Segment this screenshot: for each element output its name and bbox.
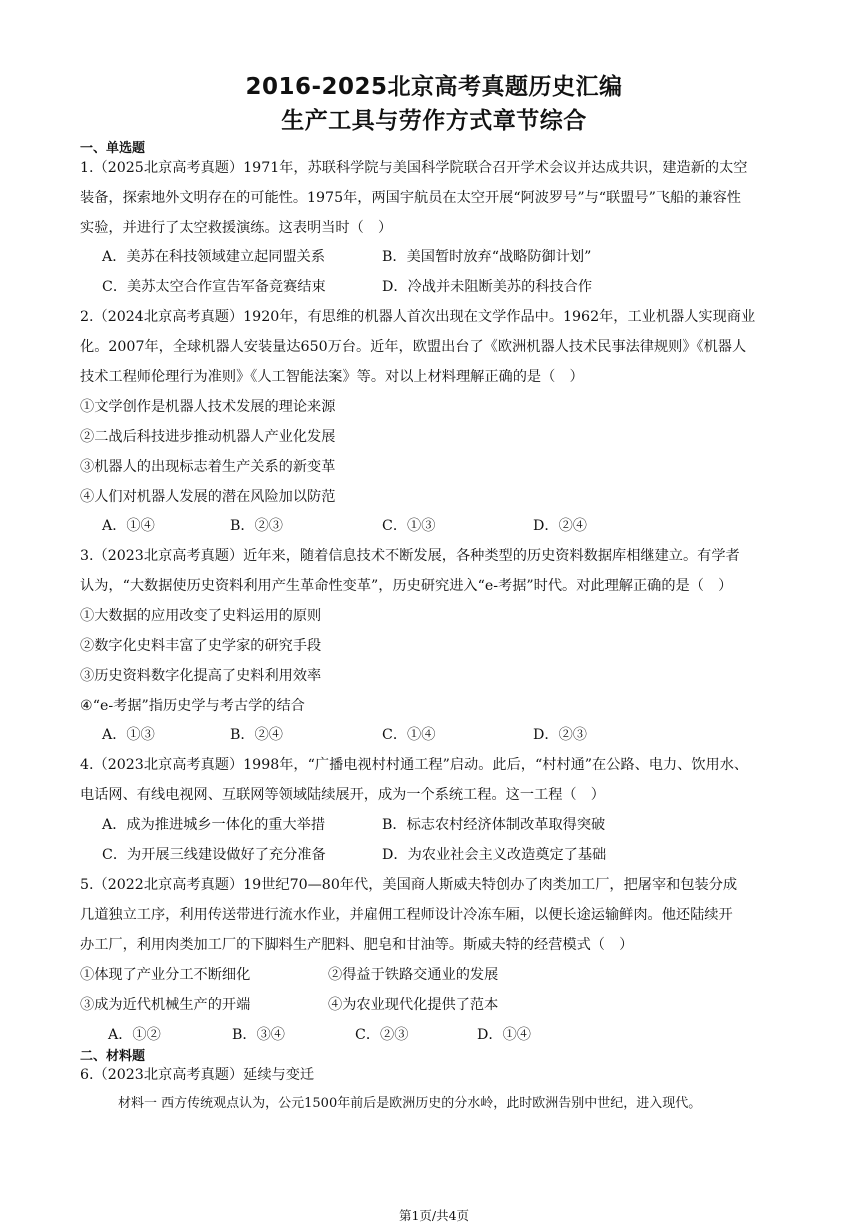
question-3-statement: ①大数据的应用改变了史料运用的原则 — [80, 608, 322, 624]
question-1-line: 1.（2025北京高考真题）1971年，苏联科学院与美国科学院联合召开学术会议并达成共识，建造新的太空 — [80, 160, 748, 176]
question-6-material-1: 材料一 西方传统观点认为，公元1500年前后是欧洲历史的分水岭，此时欧洲告别中世纪，进入现代。 — [118, 1096, 702, 1111]
question-5-option-c: C．②③ — [355, 1027, 409, 1043]
question-5-option-a: A．①② — [108, 1027, 161, 1043]
question-4-line: 4.（2023北京高考真题）1998年，“广播电视村村通工程”启动。此后，“村村通”在公路、电力、饮用水、 — [80, 757, 749, 773]
question-2-option-a: A．①④ — [102, 518, 155, 534]
section-heading-material: 二、材料题 — [80, 1049, 146, 1064]
question-3-option-a: A．①③ — [102, 727, 155, 743]
question-3-option-c: C．①④ — [382, 727, 436, 743]
question-5-option-d: D．①④ — [477, 1027, 531, 1043]
question-2-statement: ②二战后科技进步推动机器人产业化发展 — [80, 429, 336, 445]
question-5-statement: ④为农业现代化提供了范本 — [328, 997, 499, 1013]
question-3-line: 3.（2023北京高考真题）近年来，随着信息技术不断发展，各种类型的历史资料数据库相继建立。有学者 — [80, 548, 740, 564]
question-5-statement: ②得益于铁路交通业的发展 — [328, 967, 499, 983]
question-2-statement: ③机器人的出现标志着生产关系的新变革 — [80, 459, 336, 475]
question-5-line: 几道独立工序，利用传送带进行流水作业，并雇佣工程师设计冷冻车厢，以便长途运输鲜肉。他还陆续开 — [80, 907, 733, 923]
question-2-line: 化。2007年，全球机器人安装量达650万台。近年，欧盟出台了《欧洲机器人技术民事法律规则》《机器人 — [80, 339, 747, 355]
section-heading-single-choice: 一、单选题 — [80, 141, 146, 156]
question-1-option-b: B．美国暂时放弃“战略防御计划” — [382, 249, 592, 265]
question-3-statement: ③历史资料数字化提高了史料利用效率 — [80, 668, 322, 684]
question-5-option-b: B．③④ — [232, 1027, 285, 1043]
question-1-line: 装备，探索地外文明存在的可能性。1975年，两国宇航员在太空开展“阿波罗号”与“联盟号”飞船的兼容性 — [80, 190, 741, 206]
question-3-statement: ④“e-考据”指历史学与考古学的结合 — [80, 698, 305, 714]
question-5-line: 办工厂，利用肉类加工厂的下脚料生产肥料、肥皂和甘油等。斯威夫特的经营模式（ ） — [80, 937, 634, 953]
page-subtitle: 生产工具与劳作方式章节综合 — [281, 108, 587, 134]
question-2-option-c: C．①③ — [382, 518, 436, 534]
question-4-option-a: A．成为推进城乡一体化的重大举措 — [102, 817, 326, 833]
question-2-statement: ①文学创作是机器人技术发展的理论来源 — [80, 399, 336, 415]
question-1-line: 实验，并进行了太空救援演练。这表明当时（ ） — [80, 220, 393, 236]
question-3-option-b: B．②④ — [230, 727, 283, 743]
question-2-line: 2.（2024北京高考真题）1920年，有思维的机器人首次出现在文学作品中。1962年，工业机器人实现商业 — [80, 309, 756, 325]
question-2-option-d: D．②④ — [533, 518, 587, 534]
question-3-option-d: D．②③ — [533, 727, 587, 743]
question-6-line: 6.（2023北京高考真题）延续与变迁 — [80, 1067, 315, 1083]
question-2-statement: ④人们对机器人发展的潜在风险加以防范 — [80, 489, 336, 505]
page-number: 第1页/共4页 — [398, 1208, 470, 1223]
question-1-option-c: C．美苏太空合作宣告军备竞赛结束 — [102, 279, 326, 295]
question-1-option-d: D．冷战并未阻断美苏的科技合作 — [382, 279, 593, 295]
question-5-statement: ①体现了产业分工不断细化 — [80, 967, 251, 983]
question-5-line: 5.（2022北京高考真题）19世纪70—80年代，美国商人斯威夫特创办了肉类加工厂，把屠宰和包装分成 — [80, 877, 738, 893]
question-3-statement: ②数字化史料丰富了史学家的研究手段 — [80, 638, 322, 654]
page-title: 2016-2025北京高考真题历史汇编 — [245, 74, 623, 100]
question-4-option-c: C．为开展三线建设做好了充分准备 — [102, 847, 326, 863]
question-3-line: 认为，“大数据使历史资料利用产生革命性变革”，历史研究进入“e-考据”时代。对此理解正确的是（ ） — [80, 578, 733, 594]
question-5-statement: ③成为近代机械生产的开端 — [80, 997, 251, 1013]
question-4-line: 电话网、有线电视网、互联网等领域陆续展开，成为一个系统工程。这一工程（ ） — [80, 787, 605, 803]
question-4-option-d: D．为农业社会主义改造奠定了基础 — [382, 847, 607, 863]
question-2-option-b: B．②③ — [230, 518, 283, 534]
question-4-option-b: B．标志农村经济体制改革取得突破 — [382, 817, 606, 833]
question-1-option-a: A．美苏在科技领域建立起同盟关系 — [102, 249, 326, 265]
question-2-line: 技术工程师伦理行为准则》《人工智能法案》等。对以上材料理解正确的是（ ） — [80, 369, 584, 385]
